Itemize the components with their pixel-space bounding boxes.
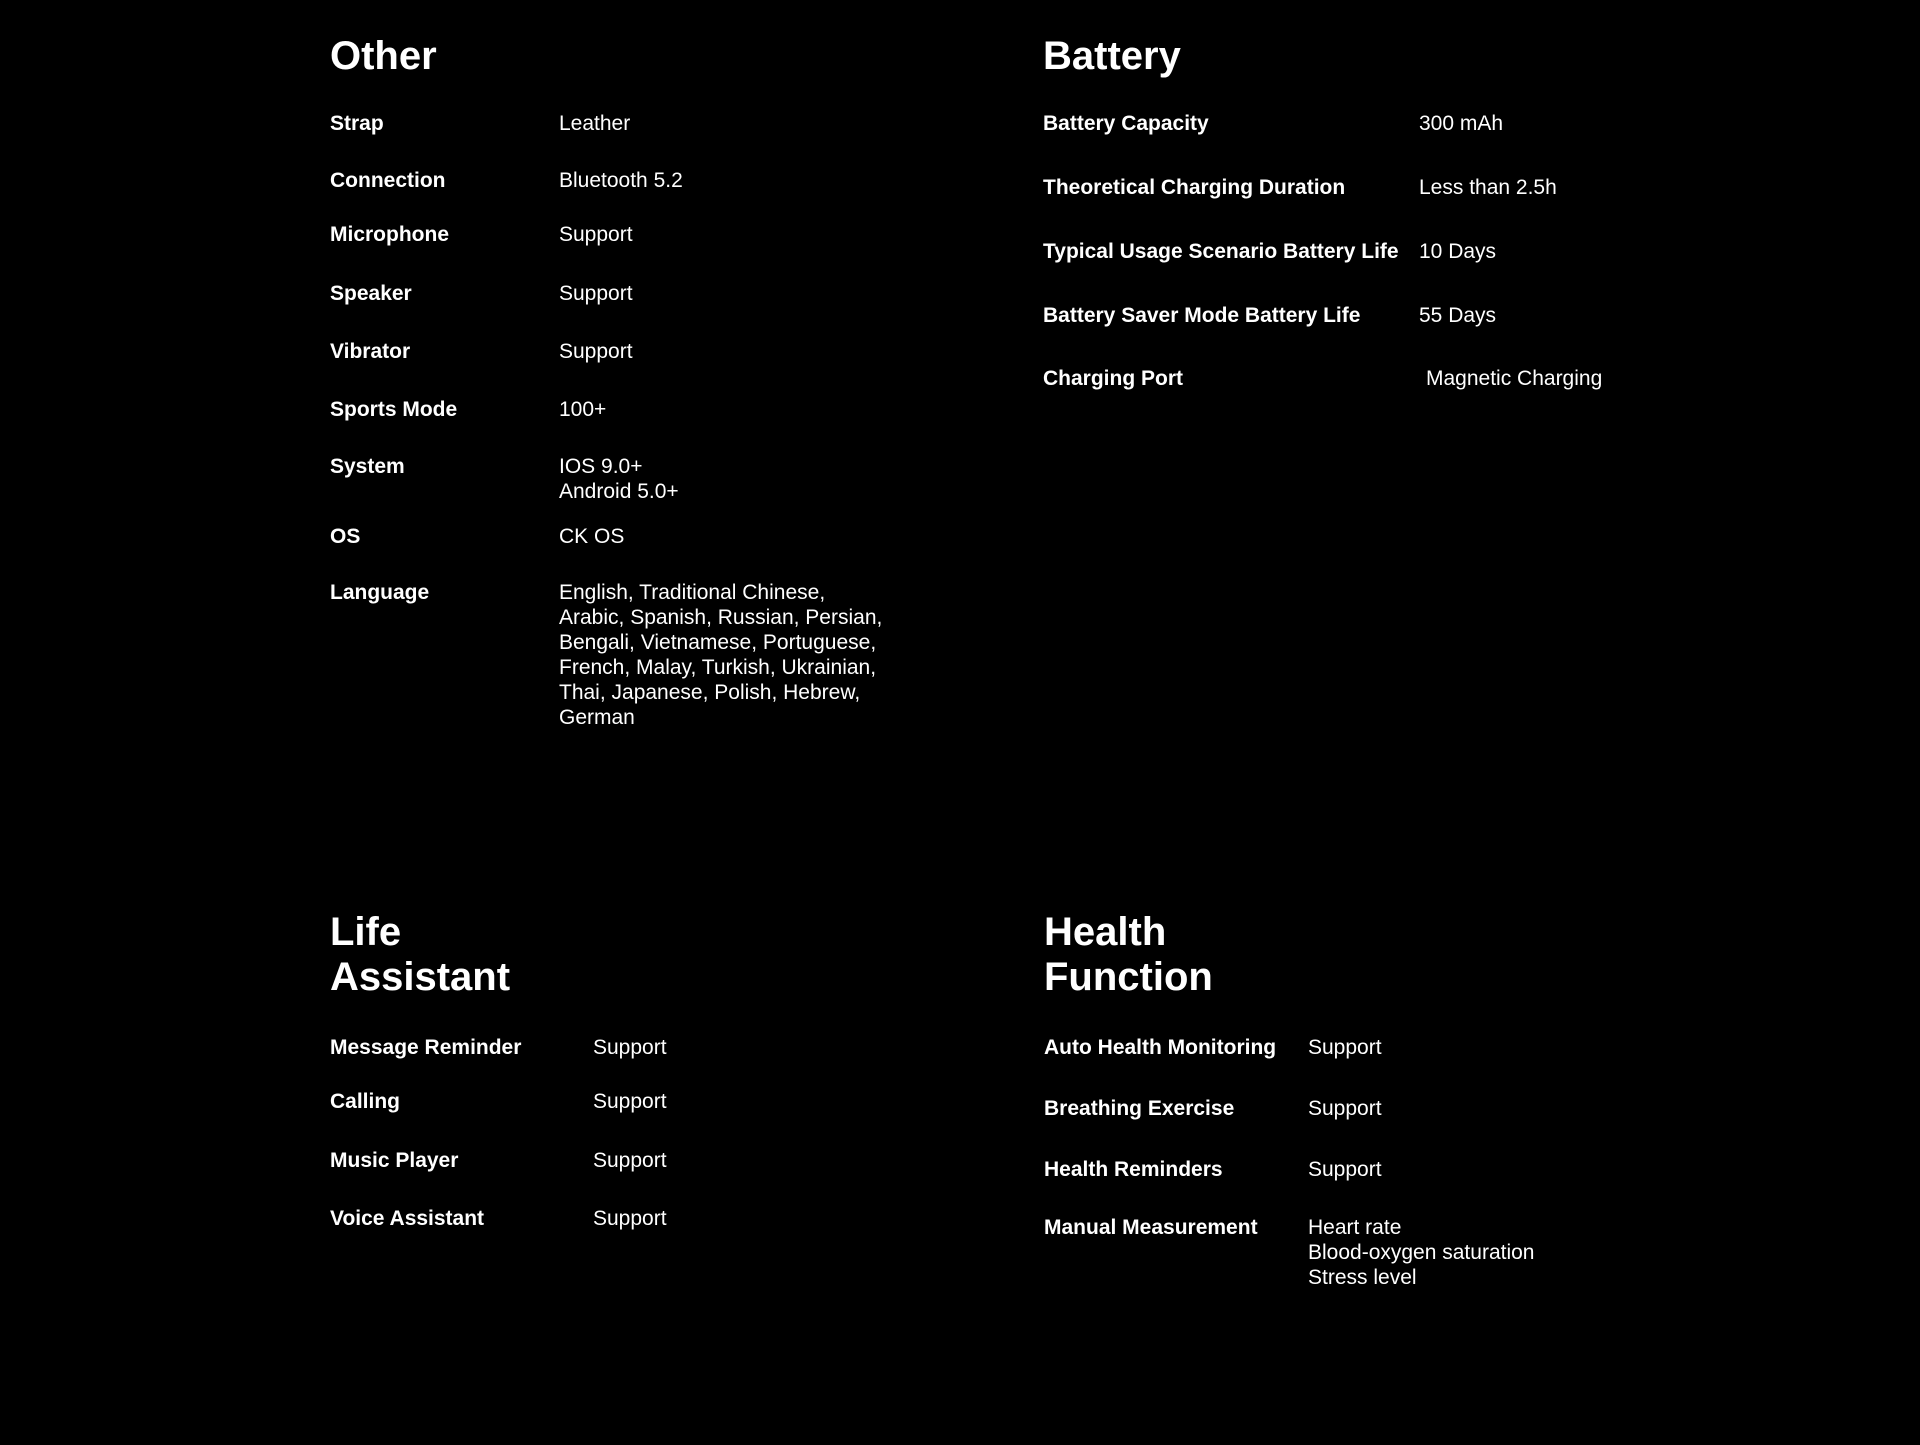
value-line: CK OS [559,525,625,548]
spec-value [1308,1035,1382,1060]
value-line: Support [1308,1097,1382,1120]
value-line: German [559,706,635,729]
spec-value [1308,1215,1534,1290]
value-line: Bengali, Vietnamese, Portuguese, [559,631,877,654]
spec-label: Manual Measurement [1044,1216,1258,1239]
spec-label: Connection [330,169,446,192]
value-line: Support [593,1036,667,1059]
value-line: Stress level [1308,1266,1417,1289]
spec-value [559,222,633,247]
value-line: Support [559,223,633,246]
spec-value [559,111,630,136]
spec-label: Breathing Exercise [1044,1097,1235,1120]
value-line: 55 Days [1419,304,1497,327]
spec-label: Music Player [330,1149,459,1172]
spec-value [559,580,882,730]
value-line: Support [559,340,633,363]
value-line: IOS 9.0+ [559,455,643,478]
spec-value [1426,366,1602,391]
title-line: Assistant [330,955,511,999]
value-line: Support [1308,1036,1382,1059]
spec-label: Vibrator [330,340,411,363]
spec-label: Speaker [330,282,412,305]
spec-value [593,1148,667,1173]
spec-value [559,454,679,504]
spec-label: OS [330,525,361,548]
spec-label: Sports Mode [330,398,458,421]
title-line: Health [1044,910,1167,954]
value-line: French, Malay, Turkish, Ukrainian, [559,656,877,679]
spec-value [593,1035,667,1060]
health-function-section [1044,910,1744,1310]
section-title-other: Other [330,34,437,78]
life-assistant-section [330,910,930,1260]
value-line: Support [1308,1158,1382,1181]
value-line: Support [559,282,633,305]
other-section [330,34,930,734]
spec-value [559,397,606,422]
spec-value [1419,175,1557,200]
spec-value [1308,1096,1382,1121]
value-line: Android 5.0+ [559,480,679,503]
spec-label: Message Reminder [330,1036,522,1059]
battery-section [1043,34,1743,434]
value-line: Arabic, Spanish, Russian, Persian, [559,606,883,629]
value-line: 10 Days [1419,240,1497,263]
value-line: Support [593,1149,667,1172]
value-line: Thai, Japanese, Polish, Hebrew, [559,681,861,704]
spec-label: Microphone [330,223,449,246]
value-line: Less than 2.5h [1419,176,1557,199]
spec-value [593,1206,667,1231]
value-line: English, Traditional Chinese, [559,581,826,604]
spec-label: Language [330,581,430,604]
spec-label: Strap [330,112,384,135]
title-line: Function [1044,955,1213,999]
spec-label: Health Reminders [1044,1158,1223,1181]
spec-value [1419,239,1496,264]
spec-value [559,524,624,549]
value-line: Leather [559,112,631,135]
title-line: Life [330,910,402,954]
spec-label: Auto Health Monitoring [1044,1036,1277,1059]
value-line: Support [593,1207,667,1230]
value-line: Magnetic Charging [1426,367,1603,390]
spec-label: Calling [330,1090,401,1113]
spec-label: System [330,455,405,478]
value-line: Support [593,1090,667,1113]
section-title-life-assistant [330,910,930,1000]
value-line: 100+ [559,398,607,421]
value-line: Bluetooth 5.2 [559,169,683,192]
spec-label: Voice Assistant [330,1207,485,1230]
value-line: Blood-oxygen saturation [1308,1241,1535,1264]
spec-label: Theoretical Charging Duration [1043,176,1346,199]
section-title-battery: Battery [1043,34,1181,78]
spec-label: Battery Capacity [1043,112,1209,135]
spec-value [559,168,683,193]
value-line: Heart rate [1308,1216,1402,1239]
spec-label: Battery Saver Mode Battery Life [1043,304,1361,327]
section-title-health-function [1044,910,1744,1000]
spec-label: Charging Port [1043,367,1183,390]
spec-value [1419,111,1503,136]
spec-value [593,1089,667,1114]
value-line: 300 mAh [1419,112,1504,135]
spec-value [1308,1157,1382,1182]
spec-value [559,281,633,306]
spec-value [1419,303,1496,328]
spec-value [559,339,633,364]
spec-label: Typical Usage Scenario Battery Life [1043,240,1399,263]
